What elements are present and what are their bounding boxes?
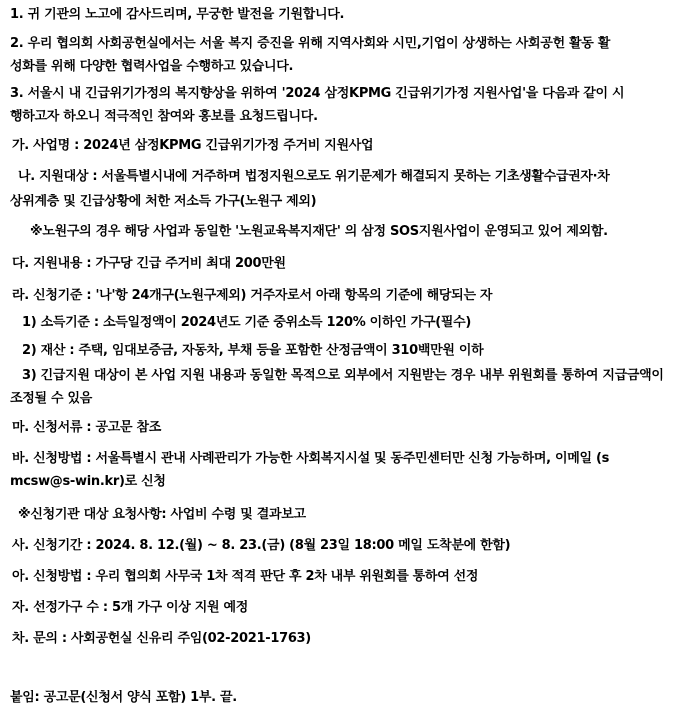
criteria-2-assets: 2) 재산 : 주택, 임대보증금, 자동차, 부채 등을 포함한 산정금액이 310백만원 이하 (22, 343, 484, 358)
criteria-3-line-1: 3) 긴급지원 대상이 본 사업 지원 내용과 동일한 목적으로 외부에서 지원받는 경우 내부 위원회를 통하여 지급금액이 (22, 368, 664, 383)
paragraph-2-line-2: 성화를 위해 다양한 협력사업을 수행하고 있습니다. (10, 59, 294, 74)
paragraph-3-line-2: 행하고자 하오니 적극적인 참여와 홍보를 요청드립니다. (10, 109, 318, 124)
item-a-selection-method: 아. 신청방법 : 우리 협의회 사무국 1차 적격 판단 후 2차 내부 위원회를 통하여 선정 (12, 569, 479, 584)
item-ra-criteria: 라. 신청기준 : '나'항 24개구(노원구제외) 거주자로서 아래 항목의 기준에 해당되는 자 (12, 288, 493, 303)
item-da-support-content: 다. 지원내용 : 가구당 긴급 주거비 최대 200만원 (12, 256, 286, 271)
note-applicant-request: ※신청기관 대상 요청사항: 사업비 수령 및 결과보고 (18, 507, 306, 522)
item-ga-project-name: 가. 사업명 : 2024년 삼정KPMG 긴급위기가정 주거비 지원사업 (12, 138, 374, 153)
note-nowon-exclusion: ※노원구의 경우 해당 사업과 동일한 '노원교육복지재단' 의 삼정 SOS지원사업이 운영되고 있어 제외함. (30, 224, 608, 239)
item-ba-method-line-2: mcsw@s-win.kr)로 신청 (10, 474, 166, 489)
item-ba-method-line-1: 바. 신청방법 : 서울특별시 관내 사례관리가 가능한 사회복지시설 및 동주민센터만 신청 가능하며, 이메일 (s (12, 451, 610, 466)
item-ma-documents: 마. 신청서류 : 공고문 참조 (12, 420, 162, 435)
criteria-3-line-2: 조정될 수 있음 (10, 391, 92, 406)
paragraph-1: 1. 귀 기관의 노고에 감사드리며, 무궁한 발전을 기원합니다. (10, 7, 345, 22)
paragraph-2-line-1: 2. 우리 협의회 사회공헌실에서는 서울 복지 증진을 위해 지역사회와 시민,기업이 상생하는 사회공헌 활동 활 (10, 36, 611, 51)
item-na-target-line-2: 상위계층 및 긴급상황에 처한 저소득 가구(노원구 제외) (10, 194, 317, 209)
item-ja-household-count: 자. 선정가구 수 : 5개 가구 이상 지원 예정 (12, 600, 248, 615)
item-cha-inquiry: 차. 문의 : 사회공헌실 신유리 주임(02-2021-1763) (12, 631, 311, 646)
criteria-1-income: 1) 소득기준 : 소득일정액이 2024년도 기준 중위소득 120% 이하인 가구(필수) (22, 315, 471, 330)
paragraph-3-line-1: 3. 서울시 내 긴급위기가정의 복지향상을 위하여 '2024 삼정KPMG 긴급위기가정 지원사업'을 다음과 같이 시 (10, 86, 625, 101)
item-na-target-line-1: 나. 지원대상 : 서울특별시내에 거주하며 법정지원으로도 위기문제가 해결되지 못하는 기초생활수급권자·차 (18, 169, 610, 184)
attachment-note: 붙임: 공고문(신청서 양식 포함) 1부. 끝. (10, 690, 237, 705)
item-sa-period: 사. 신청기간 : 2024. 8. 12.(월) ~ 8. 23.(금) (8월 23일 18:00 메일 도착분에 한함) (12, 538, 511, 553)
